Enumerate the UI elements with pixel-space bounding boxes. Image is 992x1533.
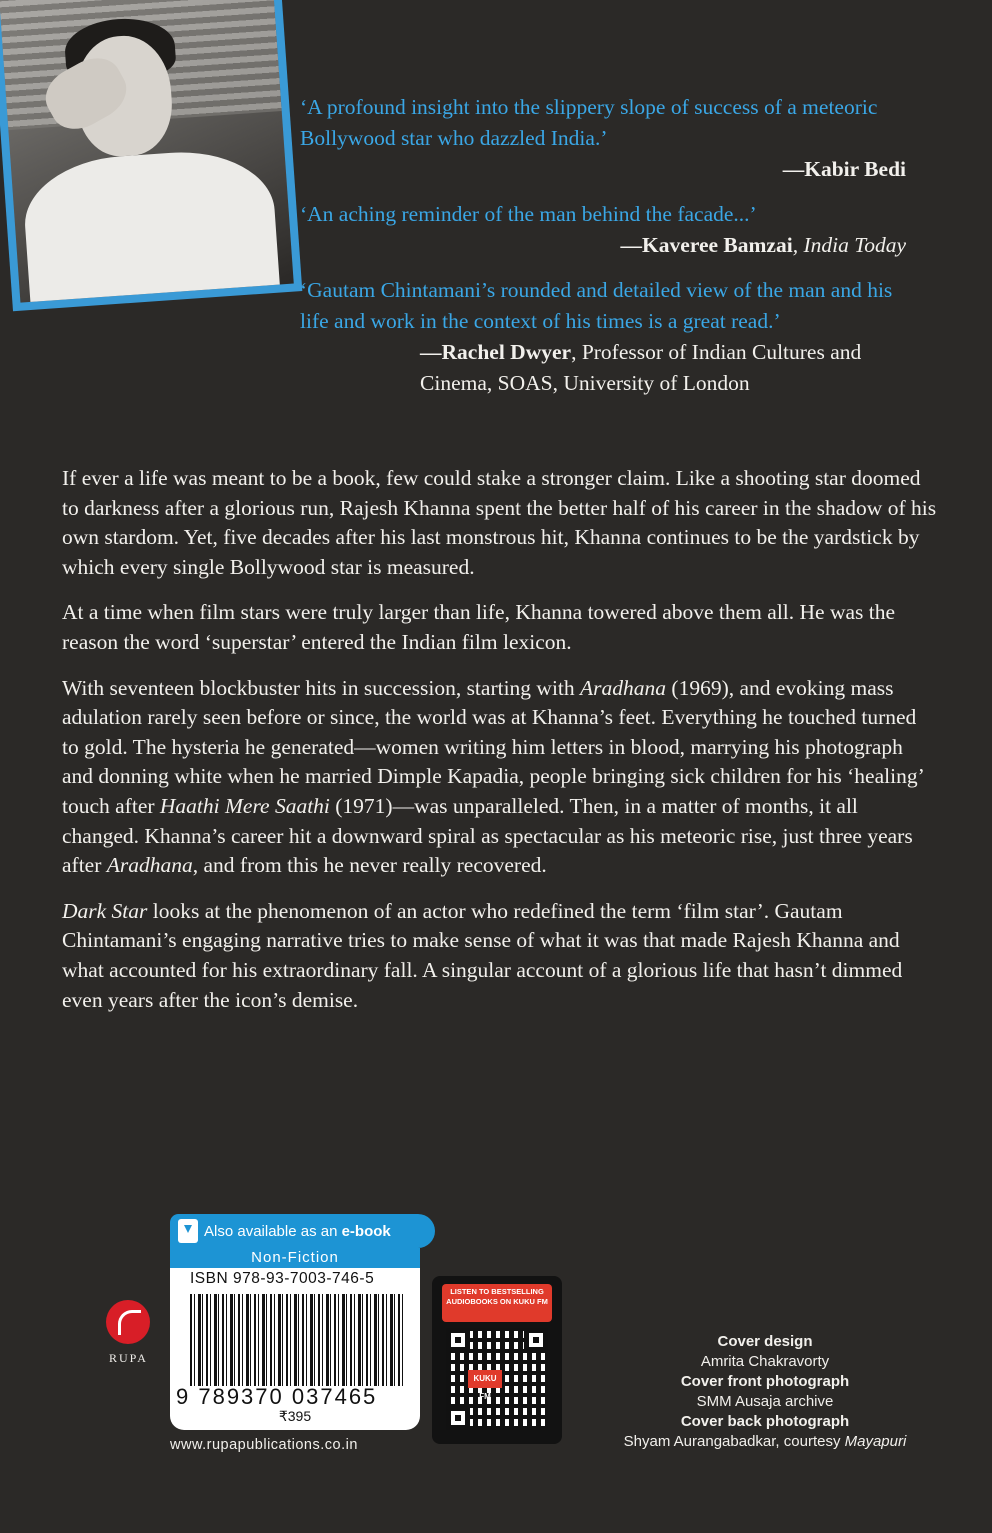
ebook-label: e-book [341,1222,391,1240]
credit-label: Cover design [717,1333,813,1350]
credit-name: SMM Ausaja archive [696,1393,834,1410]
quote-source: , India Today [792,233,906,257]
blurb-paragraph-2: At a time when film stars were truly larger than life, Khanna towered above them all. He was the reason the word ‘superstar’ entered the Indian film lexicon. [62,600,896,654]
text-span: looks at the phenomenon of an actor who redefined the term ‘film star’. Gautam Chintamani’s engaging narrative tries to make sense of what it was that made Rajesh Khanna and what accounted for his extraordinary fall. A singular account of a glorious life that hasn’t dimmed even years after the icon’s demise. [62,898,903,1012]
barcode-digits: 9 789370 037465 [176,1384,378,1409]
credit-photographer: Shyam Aurangabadkar, courtesy [623,1433,845,1450]
price: ₹395 [278,1408,312,1424]
credit-source: Mayapuri [844,1433,907,1450]
quote-3 [300,275,906,399]
publisher-name: RUPA [109,1351,148,1365]
film-title: Aradhana [580,675,667,700]
qr-finder [524,1328,548,1352]
quote-2 [300,199,906,261]
text-span: (1969), and evoking mass adulation rarely seen before or since, the world was at Khanna’s feet. Everything he touched turned to gold. The hysteria he generated—women writing him letters in blood, marrying his photograph and donning white when he married Dimple Kapadia, people bringing sick children for his ‘healing’ touch after [62,675,924,818]
quote-author: —Kabir Bedi [782,157,906,181]
film-title: Aradhana [106,853,193,878]
publisher-website: www.rupapublications.co.in [170,1437,358,1453]
author-photo-frame [0,0,302,311]
quote-attribution [300,154,906,185]
quote-attribution [300,230,906,261]
quote-author: —Kaveree Bamzai [620,233,793,257]
text-span: , and from this he never really recovered. [192,853,547,878]
praise-quotes [300,92,906,413]
ebook-prefix: Also available as an [204,1222,338,1240]
quote-author: —Rachel Dwyer [420,340,572,364]
text-span: (1971)—was unparalleled. Then, in a matter of months, it all changed. Khanna’s career hit a downward spiral as spectacular as his meteoric rise, just three years after [62,793,913,878]
text-span: With seventeen blockbuster hits in succession, starting with [62,675,581,700]
quote-1 [300,92,906,185]
blurb-paragraph-1: If ever a life was meant to be a book, few could stake a stronger claim. Like a shooting star doomed to darkness after a glorious run, Rajesh Khanna spent the better half of his career in the shadow of his own stardom. Yet, five decades after his last monstrous hit, Khanna continues to be the yardstick by which every single Bollywood star is measured. [62,466,937,579]
book-blurb [62,464,937,1031]
credit-label: Cover front photograph [680,1373,850,1390]
blurb-paragraph-3 [62,674,937,881]
cover-credits [565,1332,965,1452]
barcode-bars [190,1294,405,1386]
quote-source: , Professor of Indian Cultures and Cinema, SOAS, University of London [420,340,862,395]
kuku-fm-card [432,1276,562,1444]
quote-text: ‘Gautam Chintamani’s rounded and detailed view of the man and his life and work in the context of his times is a great read.’ [300,278,893,333]
quote-text: ‘A profound insight into the slippery slope of success of a meteoric Bollywood star who dazzled India.’ [300,95,878,150]
credit-name: Amrita Chakravorty [700,1353,830,1370]
ebook-banner [170,1214,435,1248]
film-title: Haathi Mere Saathi [159,793,330,818]
qr-finder [446,1328,470,1352]
isbn-text: ISBN 978-93-7003-746-5 [190,1270,375,1287]
book-title: Dark Star [62,898,148,923]
rupa-logo [106,1300,150,1344]
quote-text: ‘An aching reminder of the man behind the facade...’ [300,202,757,226]
kuku-headline: LISTEN TO BESTSELLING AUDIOBOOKS ON KUKU FM [442,1284,552,1322]
kuku-badge: KUKU FM [468,1370,502,1388]
credit-label: Cover back photograph [680,1413,850,1430]
barcode-card [170,1248,420,1430]
genre-label: Non-Fiction [170,1248,420,1268]
portrait-photo [0,0,294,303]
download-icon [178,1219,198,1243]
qr-finder [446,1406,470,1430]
white-shirt [21,146,282,303]
credit-name [565,1432,965,1452]
quote-attribution [300,337,906,399]
blurb-paragraph-4 [62,897,937,1015]
